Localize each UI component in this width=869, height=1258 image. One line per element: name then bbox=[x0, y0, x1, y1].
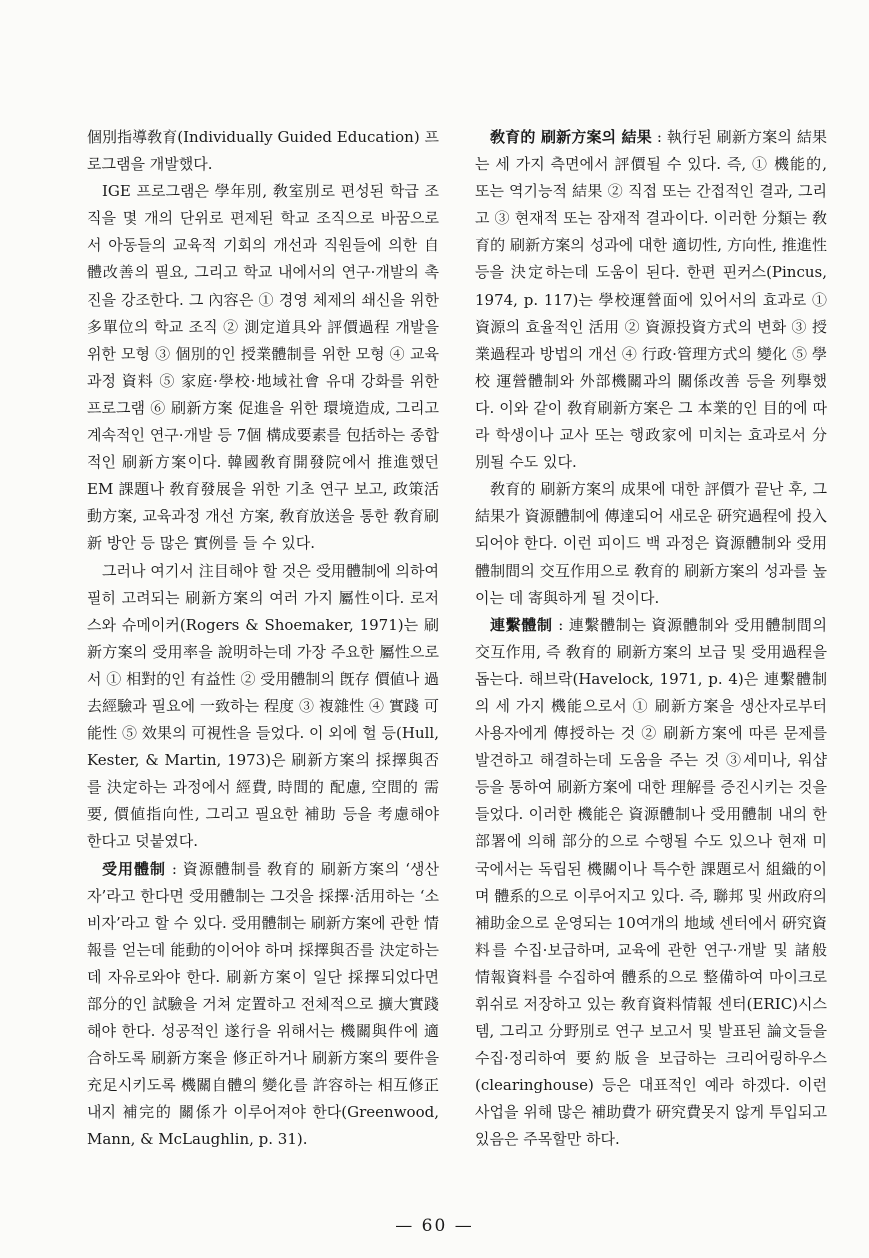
page-number: — 60 — bbox=[395, 1216, 474, 1236]
paragraph-text: : 資源體制를 敎育的 刷新方案의 ‘생산자’라고 한다면 受用體制는 그것을 採擇·活用하는 ‘소비자’라고 할 수 있다. 受用體制는 刷新方案에 관한 情報를 얻는데 能動的이어야 하며 採擇與否를 決定하는데 자유로와야 한다. 刷新方案이 일단 採擇되었다면 部分的인 試驗을 거쳐 定置하고 전체적으로 擴大實踐해야 한다. 성공적인 遂行을 위해서는 機關與件에 適合하도록 刷新方案을 修正하거나 刷新方案의 要件을 充足시키도록 機關自體의 變化를 許容하는 相互修正 내지 補完的 關係가 이루어져야 한다(Greenwood, Mann, & McLaughlin, p. 31). bbox=[87, 859, 439, 1149]
paragraph: 個別指導敎育(Individually Guided Education) 프로그램을 개발했다. bbox=[87, 128, 439, 174]
paragraph bbox=[475, 612, 827, 1154]
section-heading: 敎育的 刷新方案의 結果 bbox=[490, 128, 652, 146]
paragraph bbox=[475, 124, 827, 476]
paragraph: 敎育的 刷新方案의 成果에 대한 評價가 끝난 후, 그 結果가 資源體制에 傳達되어 새로운 硏究過程에 投入되어야 한다. 이런 피이드 백 과정은 資源體制와 受用體制間의 交互作用으로 敎育的 刷新方案의 성과를 높이는 데 寄與하게 될 것이다. bbox=[475, 480, 827, 607]
paragraph: IGE 프로그램은 學年別, 敎室別로 편성된 학급 조직을 몇 개의 단위로 편제된 학교 조직으로 바꿈으로서 아동들의 교육적 기회의 개선과 직원들에 의한 自體改善의 필요, 그리고 학교 내에서의 연구·개발의 촉진을 강조한다. 그 內容은 ① 경영 체제의 쇄신을 위한 多單位의 학교 조직 ② 測定道具와 評價過程 개발을 위한 모형 ③ 個別的인 授業體制를 위한 모형 ④ 교육과정 資料 ⑤ 家庭·學校·地域社會 유대 강화를 위한 프로그램 ⑥ 刷新方案 促進을 위한 環境造成, 그리고 계속적인 연구·개발 등 7個 構成要素를 包括하는 종합적인 刷新方案이다. 韓國敎育開發院에서 推進했던 EM 課題나 敎育發展을 위한 기초 연구 보고, 政策活動方案, 교육과정 개선 方案, 敎育放送을 통한 敎育刷新 방안 등 많은 實例를 들 수 있다. bbox=[87, 182, 439, 553]
left-column bbox=[87, 124, 439, 1154]
section-heading: 受用體制 bbox=[102, 859, 167, 878]
paragraph-text: : 執行된 刷新方案의 結果는 세 가지 측면에서 評價될 수 있다. 즉, ① 機能的, 또는 역기능적 結果 ② 직접 또는 간접적인 결과, 그리고 ③ 현재적 또는 잠재적 결과이다. 이러한 分類는 敎育的 刷新方案의 성과에 대한 適切性, 方向性, 推進性 등을 決定하는데 도움이 된다. 한편 핀커스(Pincus, 1974, p. 117)는 學校運營面에 있어서의 효과로 ①資源의 효율적인 活用 ② 資源投資方式의 변화 ③ 授業過程과 방법의 개선 ④ 行政·管理方式의 變化 ⑤ 學校 運營體制와 外部機關과의 關係改善 등을 列擧했다. 이와 같이 敎育刷新方案은 그 本業的인 目的에 따라 학생이나 교사 또는 행政家에 미치는 효과로서 分別될 수도 있다. bbox=[475, 128, 828, 472]
paragraph bbox=[87, 856, 439, 1154]
paragraph-text: : 連繫體制는 資源體制와 受用體制間의 交互作用, 즉 敎育的 刷新方案의 보급 및 受用過程을 돕는다. 해브락(Havelock, 1971, p. 4)은 連繫體制의 세 가지 機能으로서 ① 刷新方案을 생산자로부터 사용자에게 傳授하는 것 ② 刷新方案에 따른 문제를 발견하고 해결하는데 도움을 주는 것 ③세미나, 워샵 등을 통하여 刷新方案에 대한 理解를 증진시키는 것을 들었다. 이러한 機能은 資源體制나 受用體制 내의 한 部署에 의해 部分的으로 수행될 수도 있으나 현재 미국에서는 독립된 機關이나 특수한 課題로서 組織的이며 體系的으로 이루어지고 있다. 즉, 聯邦 및 州政府의 補助金으로 운영되는 10여개의 地域 센터에서 硏究資料를 수집·보급하며, 교육에 관한 연구·개발 및 諸般 情報資料를 수집하여 體系的으로 整備하여 마이크로 휘쉬로 저장하고 있는 敎育資料情報 센터(ERIC)시스템, 그리고 分野別로 연구 보고서 및 발표된 論文들을 수집·정리하여 要約版을 보급하는 크리어링하우스(clearinghouse) 등은 대표적인 예라 하겠다. 이런 사업을 위해 많은 補助費가 硏究費못지 않게 투입되고 있음은 주목할만 하다. bbox=[475, 615, 827, 1149]
paragraph: 그러나 여기서 注目해야 할 것은 受用體制에 의하여 필히 고려되는 刷新方案의 여러 가지 屬性이다. 로저스와 슈메이커(Rogers & Shoemaker, 1971)는 刷新方案의 受用率을 說明하는데 가장 주요한 屬性으로서 ① 相對的인 有益性 ② 受用體制의 旣存 價値나 過去經驗과 필요에 一致하는 程度 ③ 複雜性 ④ 實踐 可能性 ⑤ 效果의 可視性을 들었다. 이 외에 헐 등(Hull, Kester, & Martin, 1973)은 刷新方案의 採擇與否를 決定하는 과정에서 經費, 時間的 配慮, 空間的 需要, 價値指向性, 그리고 필요한 補助 등을 考慮해야 한다고 덧붙였다. bbox=[87, 561, 439, 851]
right-column bbox=[475, 124, 827, 1154]
section-heading: 連繫體制 bbox=[490, 615, 553, 634]
